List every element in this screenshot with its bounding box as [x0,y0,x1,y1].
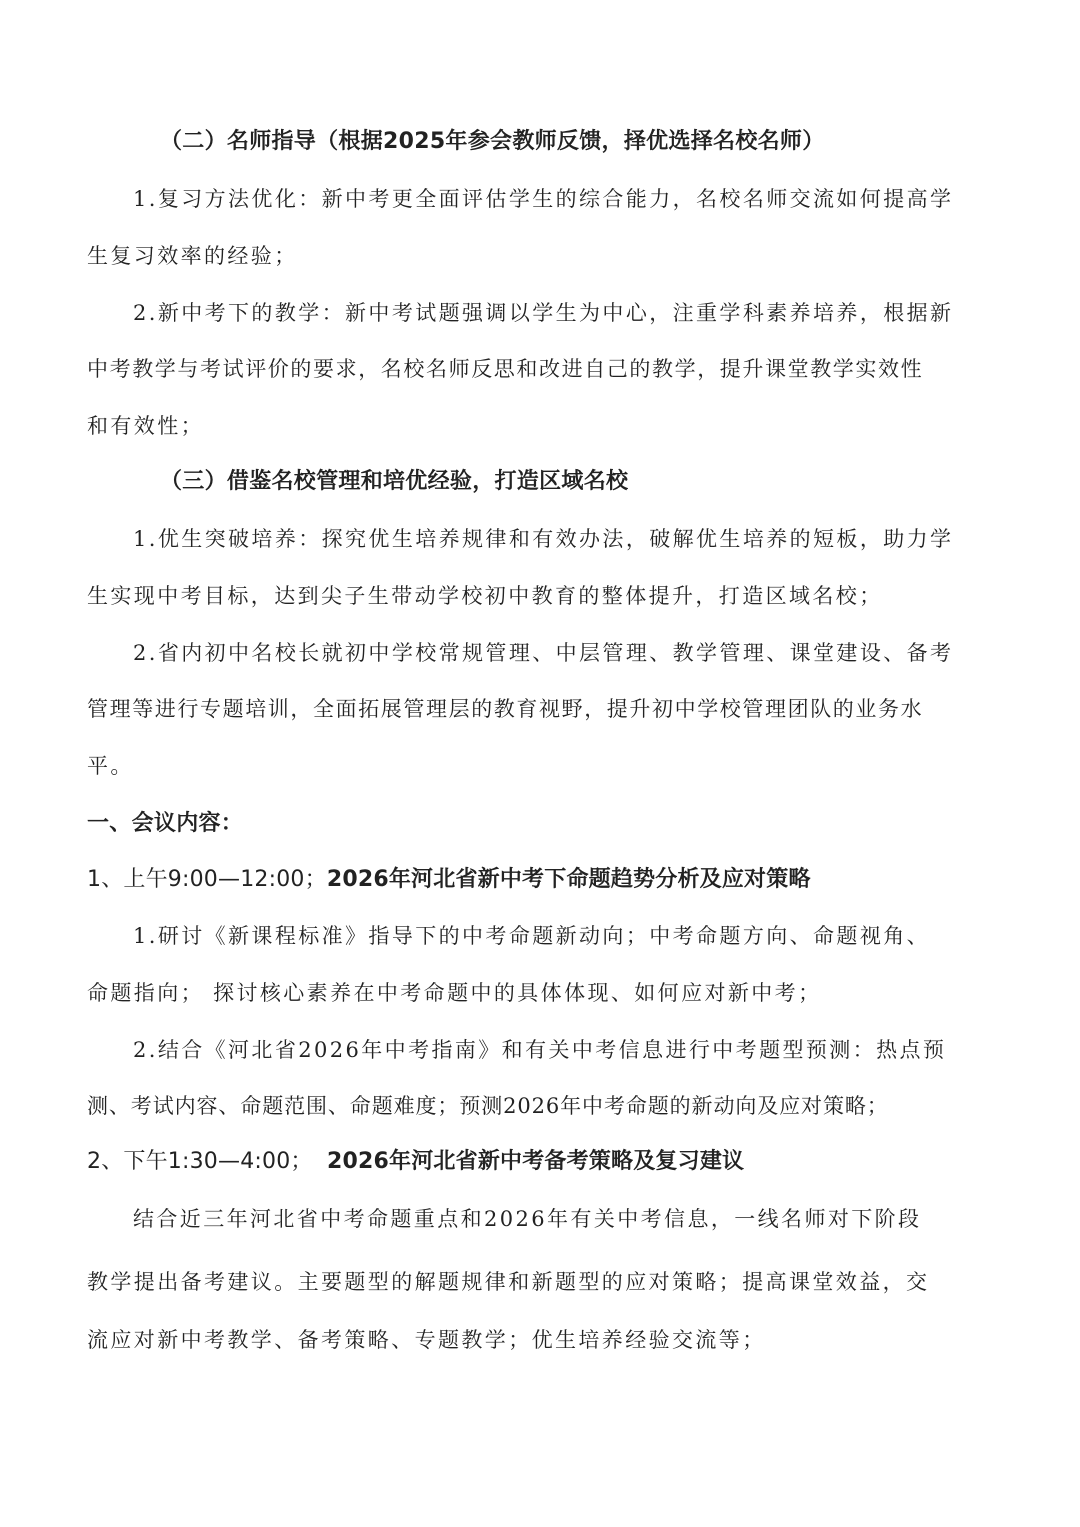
section-two-item1-line2: 生复习效率的经验； [87,244,298,268]
section-three-item1-line2: 生实现中考目标，达到尖子生带动学校初中教育的整体提升，打造区域名校； [87,584,883,608]
section-two-heading: （二）名师指导（根据2025年参会教师反馈，择优选择名校名师） [160,129,825,154]
session1-item1-line2: 命题指向； 探讨核心素养在中考命题中的具体体现、如何应对新中考； [87,981,822,1005]
session2-title: 2026年河北省新中考备考策略及复习建议 [327,1149,745,1174]
meeting-heading: 一、会议内容： [87,811,244,836]
section-three-item2-line1: 2.省内初中名校长就初中学校常规管理、中层管理、教学管理、课堂建设、备考 [133,641,954,665]
section-two-item1-line1: 1.复习方法优化：新中考更全面评估学生的综合能力，名校名师交流如何提高学 [133,187,954,211]
section-two-item2-line2: 中考教学与考试评价的要求，名校名师反思和改进自己的教学，提升课堂教学实效性 [87,357,924,381]
session1-item2-line2: 测、考试内容、命题范围、命题难度；预测2026年中考命题的新动向及应对策略； [87,1094,889,1118]
session1-time: 1、上午9:00—12:00； [87,867,327,892]
section-three-item2-line3: 平。 [87,754,134,778]
section-three-item1-line1: 1.优生突破培养：探究优生培养规律和有效办法，破解优生培养的短板，助力学 [133,527,954,551]
session2-para-line1: 结合近三年河北省中考命题重点和2026年有关中考信息，一线名师对下阶段 [133,1207,922,1231]
session2-time: 2、下午1:30—4:00； [87,1149,327,1174]
section-three-heading: （三）借鉴名校管理和培优经验，打造区域名校 [160,469,629,494]
session1-heading [87,869,811,891]
session2-para-line2: 教学提出备考建议。主要题型的解题规律和新题型的应对策略；提高课堂效益，交 [87,1270,930,1294]
session2-heading [87,1151,744,1173]
section-three-item2-line2: 管理等进行专题培训，全面拓展管理层的教育视野，提升初中学校管理团队的业务水 [87,697,924,721]
session1-title: 2026年河北省新中考下命题趋势分析及应对策略 [326,867,811,892]
session1-item2-line1: 2.结合《河北省2026年中考指南》和有关中考信息进行中考题型预测：热点预 [133,1038,947,1062]
section-two-item2-line1: 2.新中考下的教学：新中考试题强调以学生为中心，注重学科素养培养，根据新 [133,301,954,325]
session2-para-line3: 流应对新中考教学、备考策略、专题教学；优生培养经验交流等； [87,1328,766,1352]
session1-item1-line1: 1.研讨《新课程标准》指导下的中考命题新动向；中考命题方向、命题视角、 [133,924,931,948]
section-two-item2-line3: 和有效性； [87,414,204,438]
